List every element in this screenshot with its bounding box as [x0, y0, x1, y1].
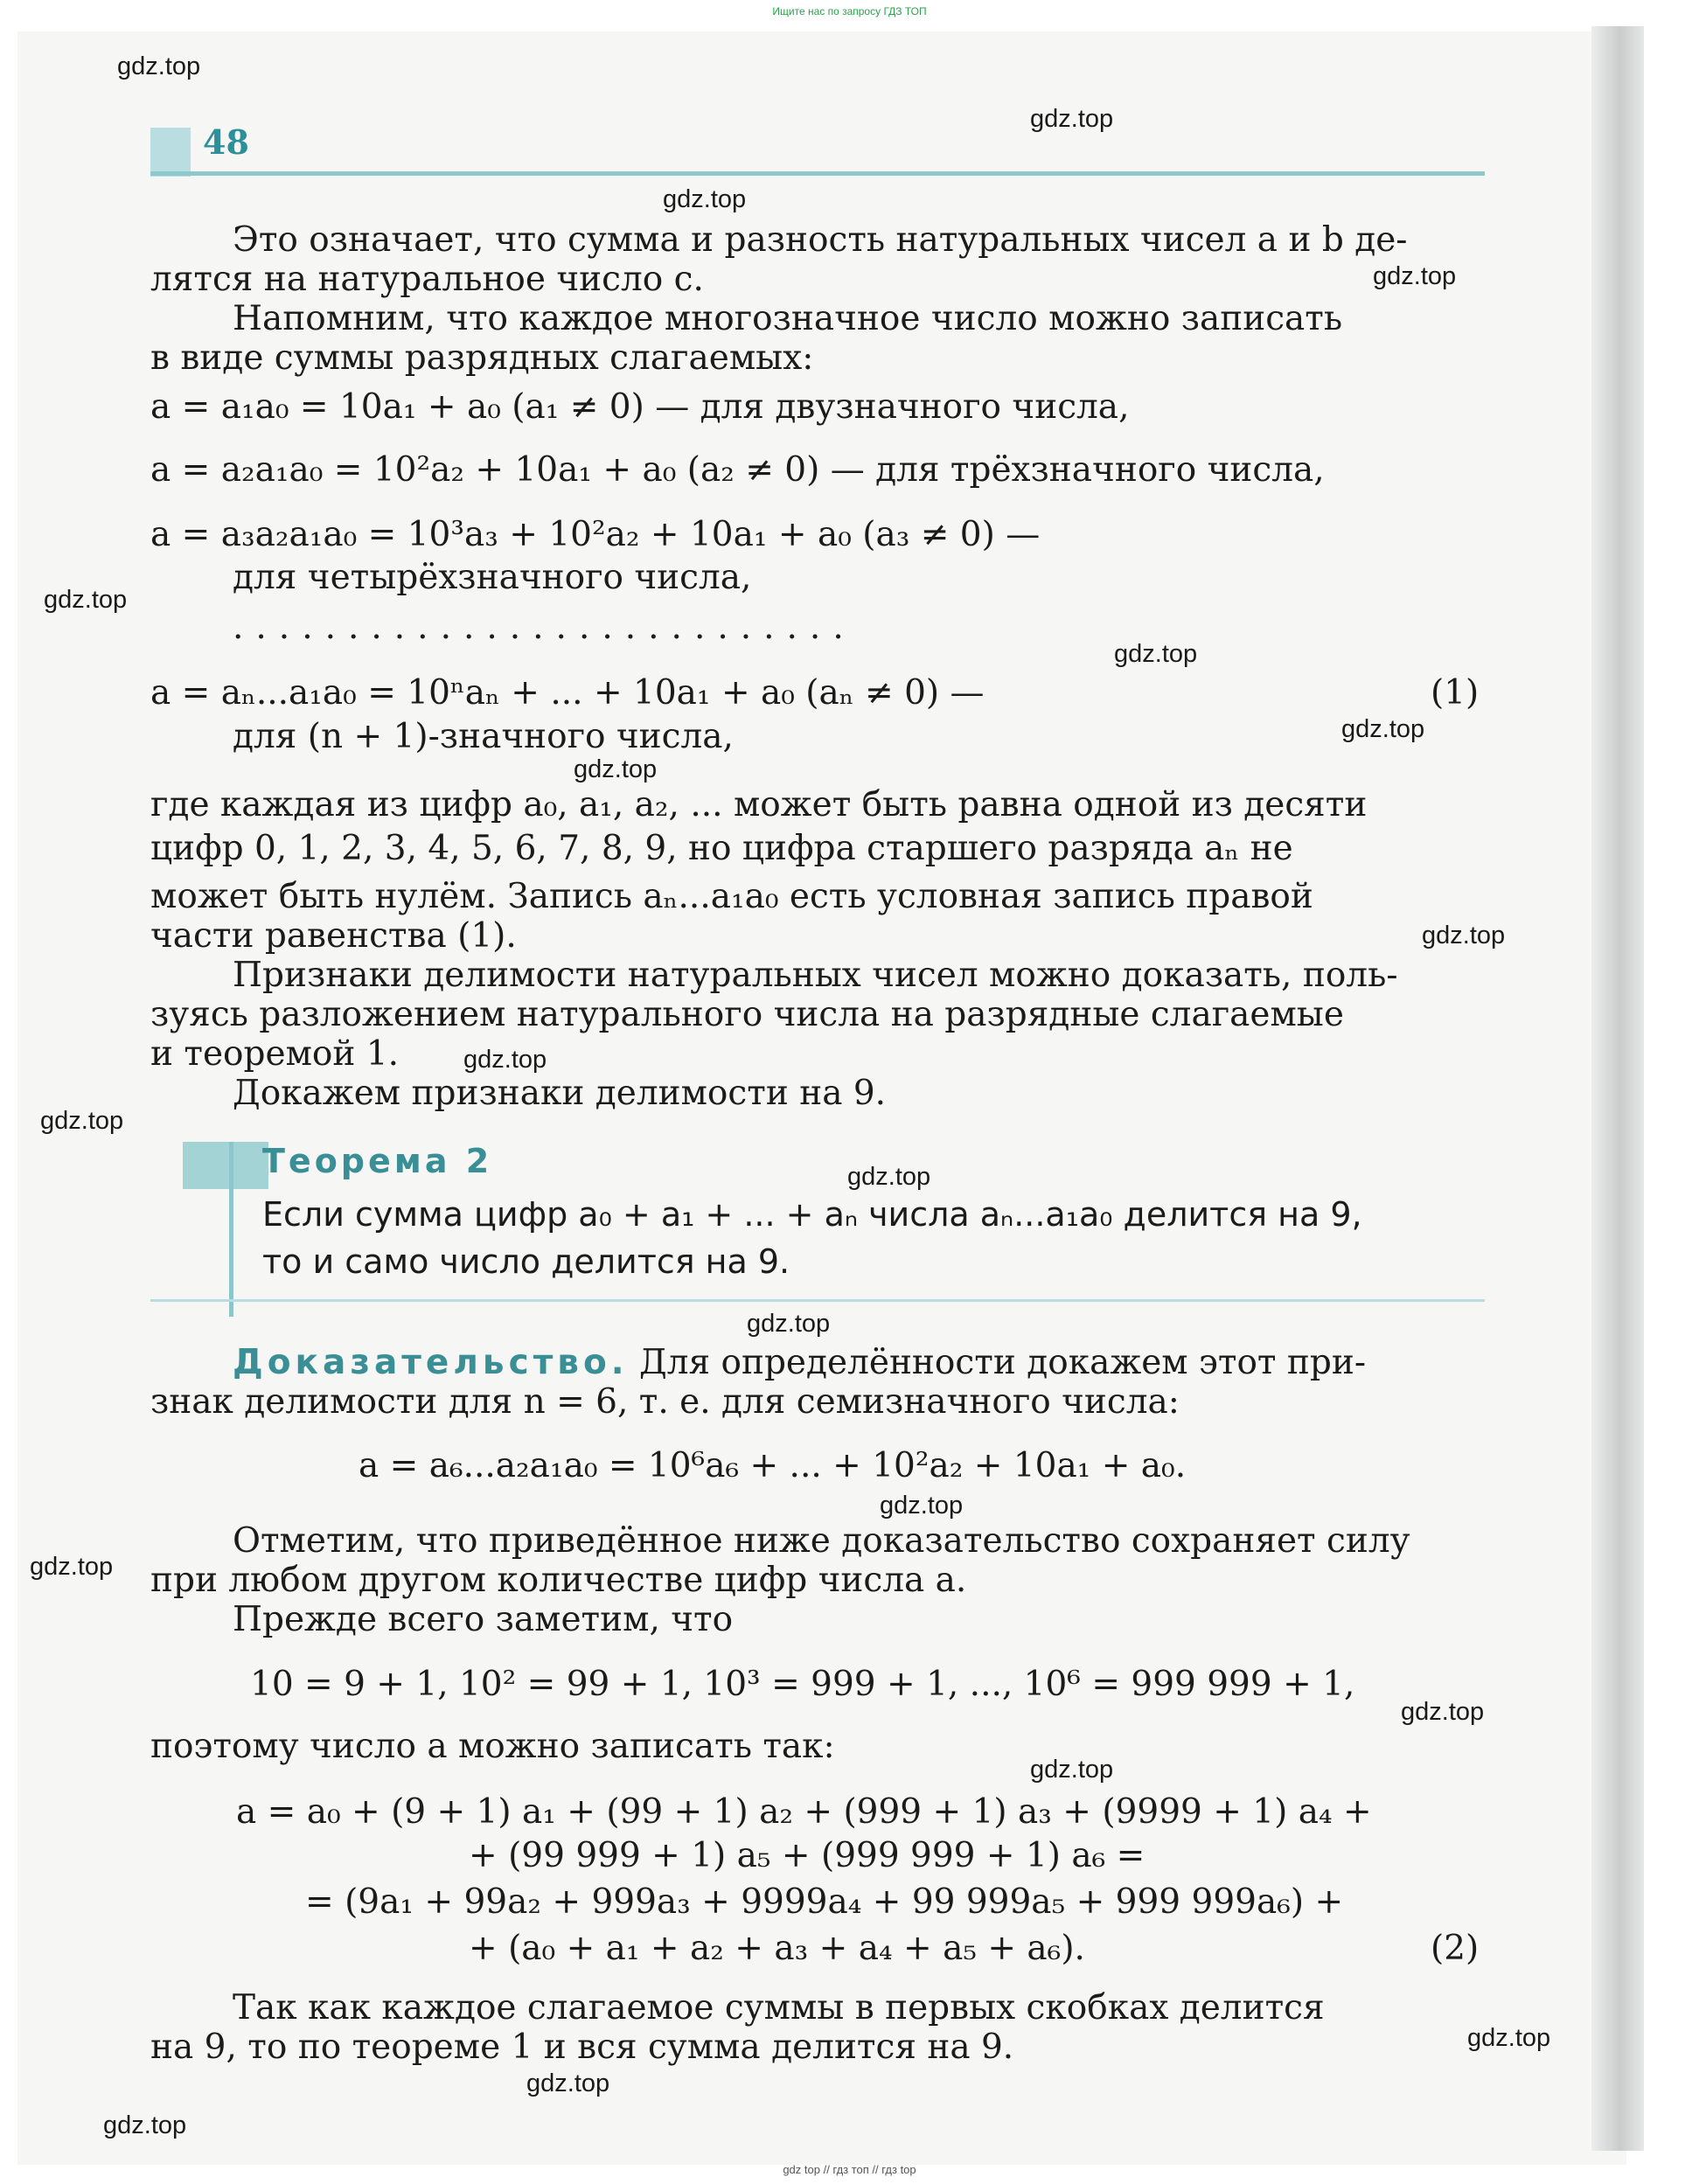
formula-line: + (a₀ + a₁ + a₂ + a₃ + a₄ + a₅ + a₆).: [469, 1929, 1085, 1968]
text-line: Отметим, что приведённое ниже доказательство сохраняет силу: [233, 1521, 1410, 1561]
watermark: gdz.top: [1341, 715, 1425, 743]
top-banner: Ищите нас по запросу ГДЗ ТОП: [772, 5, 927, 17]
text-line: в виде суммы разрядных слагаемых:: [150, 338, 814, 378]
watermark: gdz.top: [30, 1553, 114, 1581]
header-rule: [150, 171, 1485, 176]
text-line: зуясь разложением натурального числа на разрядные слагаемые: [150, 995, 1344, 1034]
formula-line: 10 = 9 + 1, 10² = 99 + 1, 10³ = 999 + 1, ..., 10⁶ = 999 999 + 1,: [250, 1665, 1355, 1704]
text-line: Докажем признаки делимости на 9.: [233, 1074, 887, 1113]
watermark: gdz.top: [1467, 2024, 1551, 2052]
page-binding-shadow: [1591, 26, 1644, 2151]
text-line: Признаки делимости натуральных чисел можно доказать, поль-: [233, 956, 1398, 995]
proof-heading: Доказательство.: [233, 1343, 629, 1382]
text-line: поэтому число a можно записать так:: [150, 1727, 835, 1766]
theorem-accent-bar: [183, 1142, 268, 1189]
ellipsis-line: ...........................: [233, 608, 856, 647]
text-line: Напомним, что каждое многозначное число можно записать: [233, 299, 1343, 338]
text-line: на 9, то по теореме 1 и вся сумма делится на 9.: [150, 2028, 1014, 2067]
theorem-line: то и само число делится на 9.: [262, 1242, 790, 1281]
text-line: где каждая из цифр a₀, a₁, a₂, ... может быть равна одной из десяти: [150, 785, 1368, 824]
text-line: Так как каждое слагаемое суммы в первых скобках делится: [233, 1988, 1325, 2028]
page-number: 48: [203, 122, 249, 162]
formula-line: = (9a₁ + 99a₂ + 999a₃ + 9999a₄ + 99 999a₅ + 999 999a₆) +: [305, 1882, 1344, 1922]
text-line: знак делимости для n = 6, т. е. для семизначного числа:: [150, 1382, 1180, 1422]
watermark: gdz.top: [847, 1163, 931, 1191]
watermark: gdz.top: [1422, 922, 1506, 949]
text-line: для (n + 1)-значного числа,: [233, 717, 734, 756]
formula-line: a = a₂a₁a₀ = 10²a₂ + 10a₁ + a₀ (a₂ ≠ 0) — для трёхзначного числа,: [150, 450, 1325, 490]
text-line: цифр 0, 1, 2, 3, 4, 5, 6, 7, 8, 9, но цифра старшего разряда aₙ не: [150, 829, 1293, 868]
text-line: может быть нулём. Запись aₙ...a₁a₀ есть условная запись правой: [150, 877, 1313, 916]
text-line: и теоремой 1.: [150, 1034, 399, 1074]
watermark: gdz.top: [1114, 640, 1198, 668]
watermark: gdz.top: [40, 1107, 124, 1135]
watermark: gdz.top: [463, 1046, 547, 1074]
watermark: gdz.top: [1030, 1756, 1114, 1784]
text-line: лятся на натуральное число c.: [150, 260, 704, 299]
watermark: gdz.top: [103, 2111, 187, 2139]
watermark: gdz.top: [747, 1310, 831, 1338]
text-line: для четырёхзначного числа,: [233, 558, 752, 597]
formula-line: a = aₙ...a₁a₀ = 10ⁿaₙ + ... + 10a₁ + a₀ (aₙ ≠ 0) —: [150, 673, 985, 713]
watermark: gdz.top: [1401, 1698, 1485, 1726]
formula-line: a = a₃a₂a₁a₀ = 10³a₃ + 10²a₂ + 10a₁ + a₀ (a₃ ≠ 0) —: [150, 515, 1041, 554]
formula-line: + (99 999 + 1) a₅ + (999 999 + 1) a₆ =: [469, 1836, 1145, 1875]
text-line: части равенства (1).: [150, 916, 517, 956]
proof-text: Для определённости докажем этот при-: [628, 1343, 1367, 1382]
theorem-title: Теорема 2: [262, 1142, 493, 1180]
theorem-line: Если сумма цифр a₀ + a₁ + ... + aₙ числа aₙ...a₁a₀ делится на 9,: [262, 1195, 1362, 1234]
text-line: Прежде всего заметим, что: [233, 1600, 734, 1639]
formula-line: a = a₀ + (9 + 1) a₁ + (99 + 1) a₂ + (999 + 1) a₃ + (9999 + 1) a₄ +: [236, 1792, 1372, 1832]
bottom-banner: gdz top // гдз топ // гдз top: [783, 2163, 916, 2176]
watermark: gdz.top: [1373, 262, 1457, 290]
text-line: при любом другом количестве цифр числа a.: [150, 1561, 967, 1600]
watermark: gdz.top: [880, 1492, 964, 1520]
theorem-bottom-rule: [150, 1299, 1485, 1302]
equation-number: (1): [1431, 673, 1480, 713]
watermark: gdz.top: [526, 2069, 610, 2097]
formula-line: a = a₁a₀ = 10a₁ + a₀ (a₁ ≠ 0) — для двузначного числа,: [150, 387, 1130, 427]
watermark: gdz.top: [44, 586, 128, 614]
watermark: gdz.top: [663, 185, 747, 213]
watermark: gdz.top: [574, 755, 658, 783]
theorem-side-rule: [229, 1142, 233, 1317]
watermark: gdz.top: [1030, 105, 1114, 133]
formula-line: a = a₆...a₂a₁a₀ = 10⁶a₆ + ... + 10²a₂ + 10a₁ + a₀.: [359, 1446, 1187, 1485]
equation-number: (2): [1431, 1929, 1480, 1968]
watermark: gdz.top: [117, 52, 201, 80]
text-line: Это означает, что сумма и разность натуральных чисел a и b де-: [233, 220, 1408, 260]
proof-first-line: [233, 1343, 1366, 1382]
header-accent-block: [150, 128, 191, 177]
